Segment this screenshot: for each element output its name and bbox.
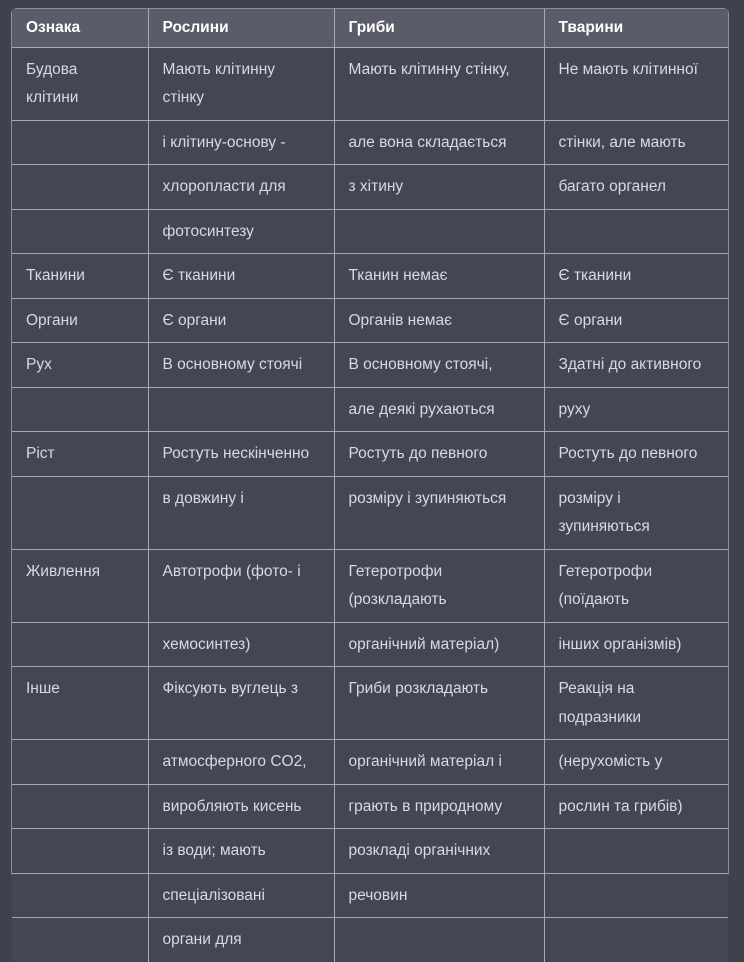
cell-fungi: Органів немає [334, 298, 544, 343]
table-row [12, 47, 728, 120]
cell-animals: Гетеротрофи (поїдають [544, 549, 728, 622]
table-row [12, 165, 728, 210]
cell-animals: Є органи [544, 298, 728, 343]
cell-feature [12, 209, 148, 254]
header-feature: Ознака [12, 9, 148, 47]
cell-fungi: Мають клітинну стінку, [334, 47, 544, 120]
cell-plants: виробляють кисень [148, 784, 334, 829]
cell-plants: органи для [148, 918, 334, 962]
header-plants: Рослини [148, 9, 334, 47]
table-body [12, 47, 728, 962]
cell-fungi: грають в природному [334, 784, 544, 829]
table-header-row [12, 9, 728, 47]
comparison-table [12, 9, 728, 962]
cell-fungi: В основному стоячі, [334, 343, 544, 388]
cell-plants: Є органи [148, 298, 334, 343]
cell-fungi: з хітину [334, 165, 544, 210]
cell-plants: Ростуть нескінченно [148, 432, 334, 477]
cell-animals: Здатні до активного [544, 343, 728, 388]
cell-feature [12, 165, 148, 210]
table-row [12, 740, 728, 785]
cell-feature [12, 918, 148, 962]
cell-plants: в довжину і [148, 476, 334, 549]
cell-fungi [334, 918, 544, 962]
table-row [12, 873, 728, 918]
table-row [12, 343, 728, 388]
cell-fungi: органічний матеріал і [334, 740, 544, 785]
cell-feature: Інше [12, 667, 148, 740]
cell-plants: Автотрофи (фото- і [148, 549, 334, 622]
cell-animals: Є тканини [544, 254, 728, 299]
table-row [12, 209, 728, 254]
table-row [12, 918, 728, 962]
cell-plants: В основному стоячі [148, 343, 334, 388]
cell-animals: інших організмів) [544, 622, 728, 667]
cell-plants: Мають клітинну стінку [148, 47, 334, 120]
cell-plants: фотосинтезу [148, 209, 334, 254]
cell-animals: руху [544, 387, 728, 432]
cell-fungi: Ростуть до певного [334, 432, 544, 477]
cell-feature [12, 829, 148, 874]
cell-feature [12, 784, 148, 829]
cell-feature: Тканини [12, 254, 148, 299]
cell-plants: Фіксують вуглець з [148, 667, 334, 740]
cell-feature [12, 873, 148, 918]
cell-feature [12, 622, 148, 667]
cell-fungi: але вона складається [334, 120, 544, 165]
cell-plants: із води; мають [148, 829, 334, 874]
cell-fungi: Тканин немає [334, 254, 544, 299]
table-row [12, 667, 728, 740]
cell-plants: спеціалізовані [148, 873, 334, 918]
cell-animals: рослин та грибів) [544, 784, 728, 829]
cell-animals [544, 873, 728, 918]
header-animals: Тварини [544, 9, 728, 47]
cell-animals: стінки, але мають [544, 120, 728, 165]
table-row [12, 549, 728, 622]
cell-fungi: органічний матеріал) [334, 622, 544, 667]
cell-fungi: Гетеротрофи (розкладають [334, 549, 544, 622]
cell-feature [12, 387, 148, 432]
cell-fungi: Гриби розкладають [334, 667, 544, 740]
table-row [12, 432, 728, 477]
cell-animals [544, 918, 728, 962]
table-row [12, 254, 728, 299]
cell-plants: Є тканини [148, 254, 334, 299]
cell-feature: Будова клітини [12, 47, 148, 120]
cell-feature: Живлення [12, 549, 148, 622]
table-row [12, 784, 728, 829]
cell-plants: атмосферного CO2, [148, 740, 334, 785]
cell-feature: Рух [12, 343, 148, 388]
table-row [12, 622, 728, 667]
cell-feature [12, 120, 148, 165]
table-row [12, 829, 728, 874]
cell-animals [544, 209, 728, 254]
cell-animals [544, 829, 728, 874]
cell-animals: Не мають клітинної [544, 47, 728, 120]
cell-feature [12, 476, 148, 549]
cell-animals: (нерухомість у [544, 740, 728, 785]
cell-fungi: але деякі рухаються [334, 387, 544, 432]
cell-animals: Реакція на подразники [544, 667, 728, 740]
cell-fungi: речовин [334, 873, 544, 918]
cell-feature: Органи [12, 298, 148, 343]
cell-animals: розміру і зупиняються [544, 476, 728, 549]
cell-plants [148, 387, 334, 432]
cell-plants: хемосинтез) [148, 622, 334, 667]
table-row [12, 476, 728, 549]
cell-fungi: розкладі органічних [334, 829, 544, 874]
header-fungi: Гриби [334, 9, 544, 47]
cell-plants: хлоропласти для [148, 165, 334, 210]
comparison-table-container [11, 8, 729, 948]
table-row [12, 120, 728, 165]
cell-animals: Ростуть до певного [544, 432, 728, 477]
cell-animals: багато органел [544, 165, 728, 210]
table-row [12, 387, 728, 432]
cell-feature [12, 740, 148, 785]
cell-fungi [334, 209, 544, 254]
table-row [12, 298, 728, 343]
cell-fungi: розміру і зупиняються [334, 476, 544, 549]
cell-feature: Ріст [12, 432, 148, 477]
cell-plants: і клітину-основу - [148, 120, 334, 165]
